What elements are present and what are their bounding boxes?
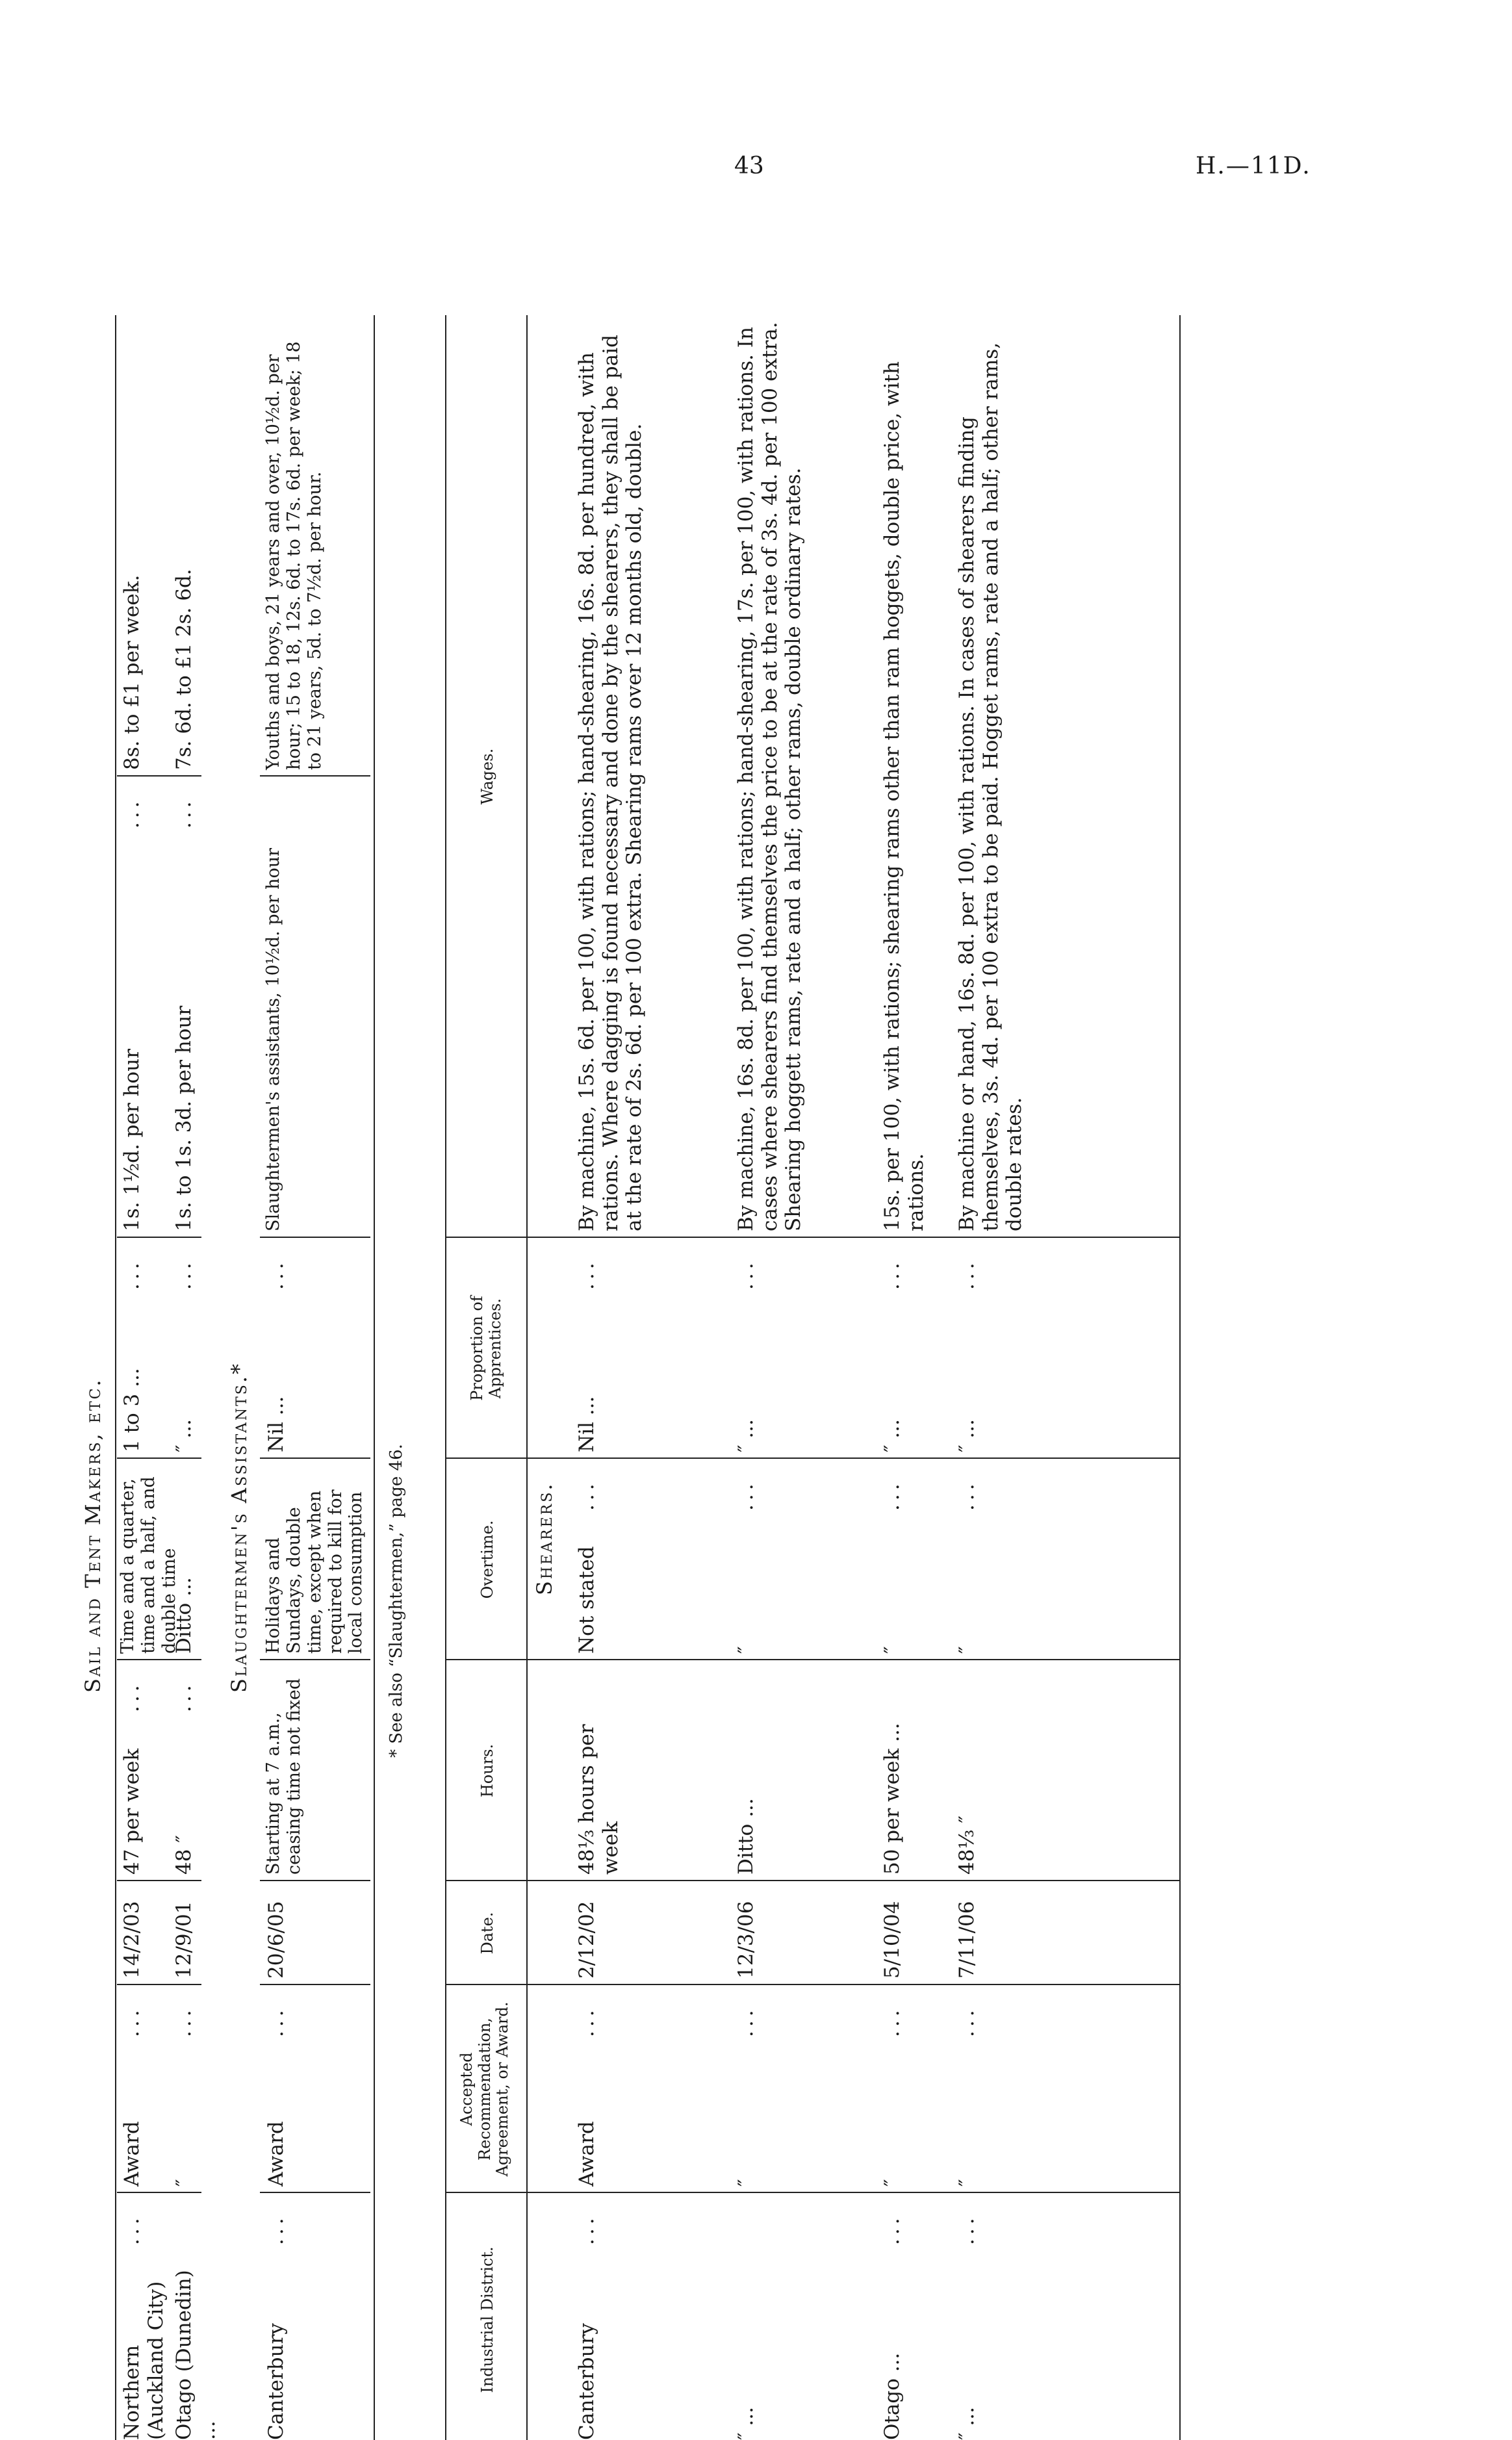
- wages-cell: Slaughtermen's assistants, 10½d. per hour: [263, 847, 283, 1231]
- award-cell: Award: [264, 2121, 288, 2187]
- date-cell: 20/6/05: [264, 1901, 288, 1979]
- leader-dots: ...: [120, 1681, 144, 1712]
- leader-dots: ...: [120, 797, 144, 828]
- wages-cell: By machine, 15s. 6d. per 100, with rations; hand-shearing, 16s. 8d. per hundred, with rations. Where dagging is found necessary and done by the shearers, they shall be paid at the rate of 2s. 6d. per 100 extra. Shearing rams over 12 months old, double.: [575, 335, 647, 1231]
- column-divider: [446, 1880, 1181, 1881]
- hours-cell: 48⅓ hours per week: [575, 1724, 622, 1875]
- date-cell: 2/12/02: [575, 1901, 598, 1979]
- overtime-cell: ″: [880, 1646, 904, 1654]
- column-divider: [117, 2192, 201, 2193]
- hours-cell: Ditto ...: [734, 1798, 758, 1875]
- column-divider: [446, 1237, 1181, 1238]
- column-divider: [117, 1984, 201, 1985]
- date-cell: 5/10/04: [880, 1901, 904, 1979]
- column-divider: [260, 1880, 370, 1881]
- rule: [526, 315, 528, 2440]
- apprentices-cell: ″ ...: [880, 1419, 904, 1452]
- overtime-cell: ″: [734, 1646, 758, 1654]
- district-cell: Canterbury: [575, 2323, 598, 2440]
- wages-cell: 15s. per 100, with rations; shearing rams other than ram hoggets, double price, with rations.: [880, 361, 928, 1231]
- district-cell: ″ ...: [734, 2407, 758, 2440]
- leader-dots: ...: [734, 1480, 758, 1511]
- apprentices-cell: Nil ...: [264, 1396, 288, 1452]
- date-cell: 7/11/06: [955, 1901, 979, 1979]
- column-divider: [117, 775, 201, 777]
- column-divider: [446, 1458, 1181, 1459]
- column-divider: [446, 1659, 1181, 1660]
- rule: [445, 315, 446, 2440]
- leader-dots: ...: [955, 2214, 979, 2245]
- wages-cell: 8s. to £1 per week.: [120, 574, 144, 770]
- column-divider: [260, 1984, 370, 1985]
- column-divider: [260, 1659, 370, 1660]
- leader-dots: ...: [734, 2006, 758, 2037]
- column-divider: [260, 1458, 370, 1459]
- column-header-hours: Hours.: [478, 1743, 496, 1798]
- wages-cell: By machine, 16s. 8d. per 100, with rations; hand-shearing, 17s. per 100, with rations. In cases where shearers find themselves the price to be at the rate of 3s. 4d. per 100 extra. Shearing hoggett rams, rate and a half; other rams, double ordinary rates.: [734, 322, 806, 1231]
- award-cell: Award: [120, 2121, 144, 2187]
- apprentices-cell: ″ ...: [955, 1419, 979, 1452]
- section-title-slaughtermens-assistants: Slaughtermen's Assistants.*: [227, 1361, 251, 1693]
- date-cell: 14/2/03: [120, 1901, 144, 1979]
- wages-cell: 1s. to 1s. 3d. per hour: [172, 1005, 196, 1231]
- column-divider: [117, 1237, 201, 1238]
- overtime-cell: Not stated: [575, 1546, 598, 1654]
- date-cell: 12/3/06: [734, 1901, 758, 1979]
- district-cell: ″ ...: [955, 2407, 979, 2440]
- footnote: * See also “Slaughtermen,” page 46.: [387, 1444, 406, 1758]
- leader-dots: ...: [172, 2006, 196, 2037]
- leader-dots: ...: [264, 2214, 288, 2245]
- leader-dots: ...: [120, 2214, 144, 2245]
- leader-dots: ...: [575, 2006, 598, 2037]
- award-cell: Award: [575, 2121, 598, 2187]
- leader-dots: ...: [955, 1480, 979, 1511]
- hours-cell: 50 per week ...: [880, 1723, 904, 1875]
- award-cell: ″: [734, 2179, 758, 2187]
- hours-cell: Starting at 7 a.m., ceasing time not fixed: [263, 1678, 304, 1875]
- district-cell: Canterbury: [264, 2323, 288, 2440]
- leader-dots: ...: [880, 1480, 904, 1511]
- rotated-table-content: [81, 296, 1348, 2440]
- hours-cell: 48⅓ ″: [955, 1816, 979, 1875]
- overtime-cell: Holidays and Sundays, double time, except when required to kill for local consumption: [263, 1489, 366, 1654]
- district-cell: Northern (Auckland City): [120, 2281, 168, 2440]
- wages-cell: Youths and boys, 21 years and over, 10½d. per hour; 15 to 18, 12s. 6d. to 17s. 6d. per week; 18 to 21 years, 5d. to 7½d. per hour.: [263, 341, 325, 770]
- column-header-date: Date.: [478, 1912, 496, 1955]
- apprentices-cell: ″ ...: [172, 1419, 196, 1452]
- column-header-award: Accepted Recommendation, Agreement, or Award.: [457, 2001, 512, 2177]
- section-title-shearers: Shearers.: [532, 1482, 557, 1595]
- leader-dots: ...: [955, 1259, 979, 1290]
- leader-dots: ...: [880, 1259, 904, 1290]
- leader-dots: ...: [955, 2006, 979, 2037]
- overtime-cell: ″: [955, 1646, 979, 1654]
- leader-dots: ...: [880, 2006, 904, 2037]
- rule: [1179, 315, 1181, 2440]
- leader-dots: ...: [172, 797, 196, 828]
- page-header: [0, 0, 1512, 195]
- apprentices-cell: ″ ...: [734, 1419, 758, 1452]
- column-header-overtime: Overtime.: [478, 1520, 496, 1599]
- page-reference: H.—11D.: [1196, 153, 1311, 179]
- column-header-apprentices: Proportion of Apprentices.: [468, 1296, 504, 1401]
- leader-dots: ...: [120, 1259, 144, 1290]
- apprentices-cell: 1 to 3 ...: [120, 1368, 144, 1452]
- column-header-district: Industrial District.: [478, 2246, 496, 2393]
- overtime-cell: Time and a quarter, time and a half, and double time: [118, 1476, 179, 1654]
- apprentices-cell: Nil ...: [575, 1396, 598, 1452]
- award-cell: ″: [955, 2179, 979, 2187]
- leader-dots: ...: [264, 1259, 288, 1290]
- section-title-sail-tent-makers: Sail and Tent Makers, etc.: [81, 1378, 105, 1693]
- wages-cell: 7s. 6d. to £1 2s. 6d.: [172, 569, 196, 770]
- leader-dots: ...: [575, 1480, 598, 1511]
- leader-dots: ...: [172, 1259, 196, 1290]
- award-cell: ″: [880, 2179, 904, 2187]
- column-divider: [260, 775, 370, 777]
- column-divider: [117, 1880, 201, 1881]
- column-divider: [446, 1984, 1181, 1985]
- rule: [374, 315, 375, 2440]
- column-divider: [117, 1458, 201, 1459]
- district-cell: Otago ...: [880, 2352, 904, 2440]
- hours-cell: 47 per week: [120, 1748, 144, 1875]
- leader-dots: ...: [172, 1681, 196, 1712]
- leader-dots: ...: [575, 1259, 598, 1290]
- leader-dots: ...: [734, 1259, 758, 1290]
- award-cell: ″: [172, 2179, 196, 2187]
- leader-dots: ...: [880, 2214, 904, 2245]
- date-cell: 12/9/01: [172, 1901, 196, 1979]
- district-cell: Otago (Dunedin) ...: [172, 2270, 220, 2440]
- page-number: 43: [734, 153, 764, 179]
- leader-dots: ...: [120, 2006, 144, 2037]
- column-divider: [260, 2192, 370, 2193]
- rule: [115, 315, 116, 2440]
- leader-dots: ...: [264, 2006, 288, 2037]
- column-divider: [117, 1659, 201, 1660]
- column-divider: [260, 1237, 370, 1238]
- leader-dots: ...: [575, 2214, 598, 2245]
- column-divider: [446, 2192, 1181, 2193]
- overtime-cell: Ditto ...: [172, 1577, 196, 1654]
- wages-cell: By machine or hand, 16s. 8d. per 100, with rations. In cases of shearers finding themselves, 3s. 4d. per 100 extra to be paid. Hogget rams, rate and a half; other rams, double rates.: [955, 342, 1027, 1231]
- wages-cell: 1s. 1½d. per hour: [120, 1049, 144, 1231]
- hours-cell: 48 ″: [172, 1835, 196, 1875]
- column-header-wages: Wages.: [478, 748, 496, 805]
